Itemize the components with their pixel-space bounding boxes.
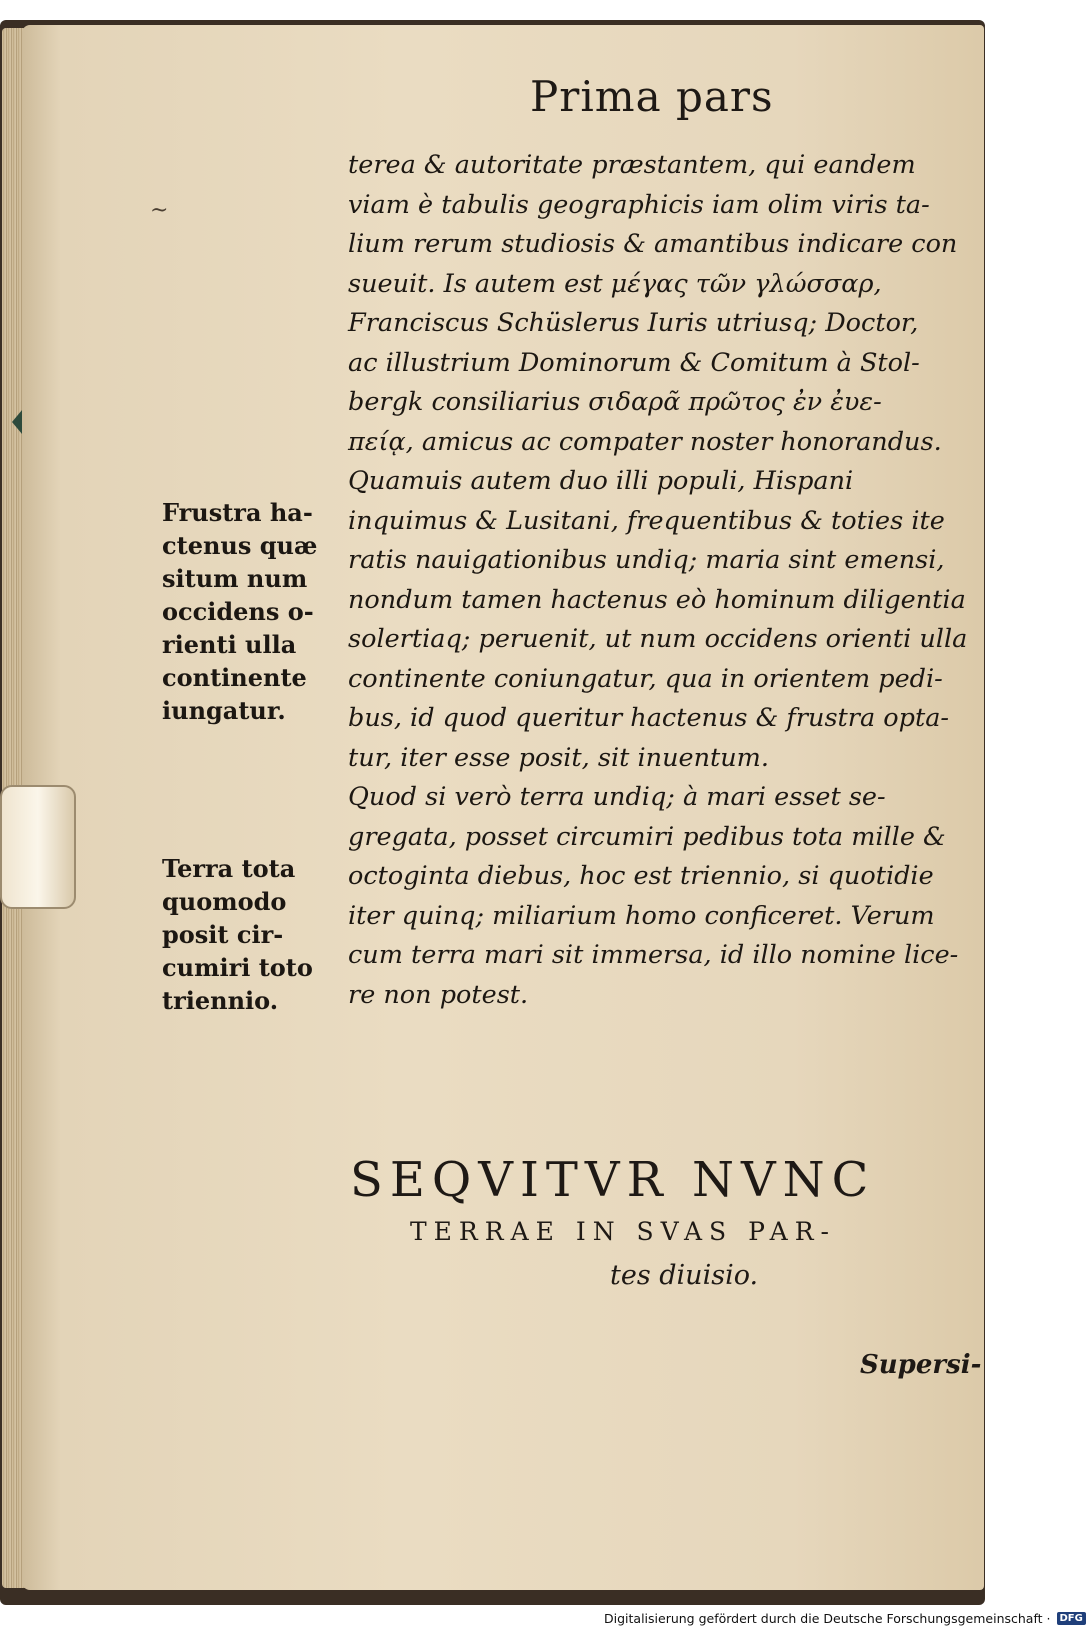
text-line: continente coniungatur, qua in orientem pedi-: [348, 663, 943, 694]
text-line: iter quinq; miliarium homo conficeret. Verum: [348, 900, 935, 931]
text-line: gregata, posset circumiri pedibus tota mille &: [348, 821, 946, 852]
text-line: Quamuis autem duo illi populi, Hispani: [348, 466, 854, 496]
text-line: tur, iter esse posit, sit inuentum.: [348, 742, 769, 773]
margin-note-line: triennio.: [162, 986, 279, 1015]
margin-note-line: situm num: [162, 564, 308, 593]
footer-text: Digitalisierung gefördert durch die Deutsche Forschungsgemeinschaft ·: [604, 1610, 1051, 1626]
text-line: Quod si verò terra undiq; à mari esset se-: [348, 782, 886, 812]
margin-note-terra: [162, 852, 352, 1017]
running-header: Prima pars: [530, 72, 774, 121]
text-line: ac illustrium Dominorum & Comitum à Stol-: [348, 347, 920, 378]
text-line: nondum tamen hactenus eò hominum diligentia: [348, 584, 966, 615]
text-line: sueuit. Is autem est μέγας τῶν γλώσσαρ,: [348, 268, 882, 299]
catchword: Supersi-: [860, 1350, 982, 1380]
text-line: cum terra mari sit immersa, id illo nomine lice-: [348, 940, 959, 970]
margin-note-line: cumiri toto: [162, 953, 313, 982]
margin-note-line: continente: [162, 663, 307, 692]
text-line: bergk consiliarius σιδαρᾶ πρῶτος ἐν ἐυε-: [348, 387, 882, 417]
section-heading-line1: SEQVITVR NVNC: [350, 1152, 876, 1208]
text-line: bus, id quod queritur hactenus & frustra opta-: [348, 703, 950, 733]
bookmark-tab: [12, 410, 22, 434]
margin-note-frustra: [162, 496, 352, 727]
body-text: [348, 146, 968, 1015]
margin-mark: ~: [150, 198, 169, 223]
digitization-footer: [604, 1607, 1083, 1629]
section-heading-line2: TERRAE IN SVAS PAR-: [410, 1217, 836, 1246]
text-line: viam è tabulis geographicis iam olim viris ta-: [348, 189, 930, 220]
margin-note-line: posit cir-: [162, 920, 284, 949]
text-line: πείᾳ, amicus ac compater noster honorandus.: [348, 426, 942, 457]
margin-note-line: ctenus quæ: [162, 531, 318, 560]
text-line: octoginta diebus, hoc est triennio, si quotidie: [348, 861, 934, 891]
text-line: Franciscus Schüslerus Iuris utriusq; Doctor,: [348, 308, 919, 338]
margin-note-line: occidens o-: [162, 597, 314, 626]
text-line: inquimus & Lusitani, frequentibus & toties ite: [348, 505, 945, 536]
margin-note-line: iungatur.: [162, 696, 286, 725]
text-line: ratis nauigationibus undiq; maria sint emensi,: [348, 545, 945, 575]
text-line: solertiaq; peruenit, ut num occidens orienti ulla: [348, 624, 968, 654]
section-heading-line3: tes diuisio.: [610, 1260, 759, 1291]
text-line: terea & autoritate præstantem, qui eandem: [348, 150, 916, 180]
margin-note-line: rienti ulla: [162, 630, 297, 659]
margin-note-line: Terra tota: [162, 854, 296, 883]
book-clasp: [0, 785, 76, 909]
margin-note-line: Frustra ha-: [162, 498, 313, 527]
margin-note-line: quomodo: [162, 887, 287, 916]
text-line: re non potest.: [348, 979, 529, 1010]
text-line: lium rerum studiosis & amantibus indicare con: [348, 229, 958, 259]
dfg-logo[interactable]: DFG: [1057, 1612, 1086, 1625]
